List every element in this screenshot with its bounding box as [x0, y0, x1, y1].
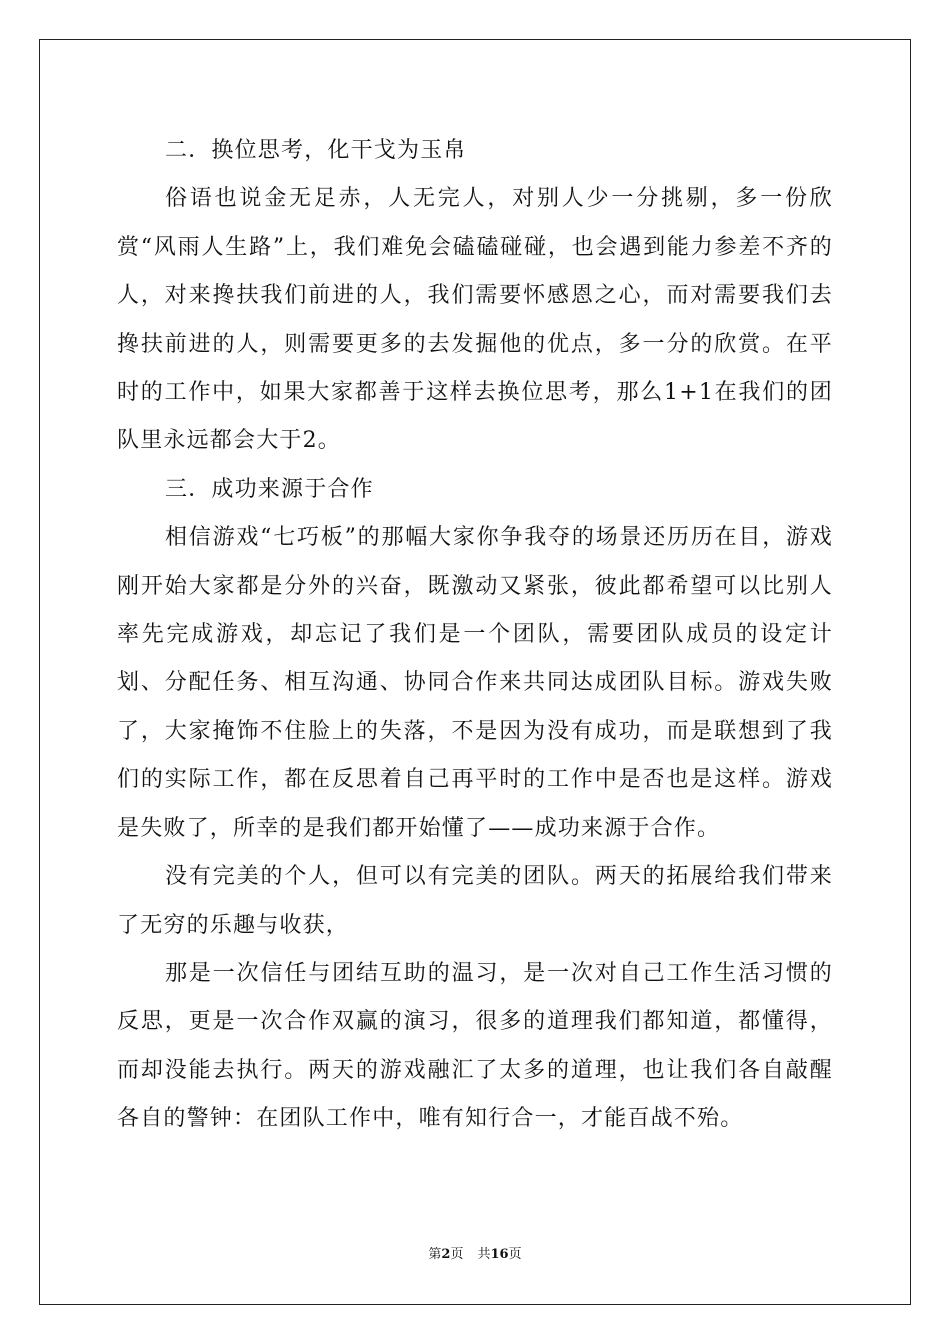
paragraph: 没有完美的个人，但可以有完美的团队。两天的拓展给我们带来了无穷的乐趣与收获， — [117, 864, 833, 938]
document-body — [117, 127, 833, 1144]
page-suffix: 页 — [450, 1247, 464, 1262]
total-prefix: 共 — [477, 1247, 491, 1262]
section-heading: 三．成功来源于合作 — [165, 476, 374, 502]
paragraph: 俗语也说金无足赤，人无完人，对别人少一分挑剔，多一份欣赏“风雨人生路”上，我们难免会磕磕碰碰，也会遇到能力参差不齐的人，对来搀扶我们前进的人，我们需要怀感恩之心，而对需要我们去搀扶前进的人，则需要更多的去发掘他的优点，多一分的欣赏。在平时的工作中，如果大家都善于这样去换位思考，那么1+1在我们的团队里永远都会大于2。 — [117, 186, 833, 454]
total-suffix: 页 — [508, 1247, 522, 1262]
section-heading: 二．换位思考，化干戈为玉帛 — [165, 138, 467, 163]
page-prefix: 第 — [428, 1247, 442, 1262]
page-total: 16 — [490, 1247, 509, 1262]
page-number: 2 — [441, 1247, 451, 1262]
paragraph: 相信游戏“七巧板”的那幅大家你争我夺的场景还历历在目，游戏刚开始大家都是分外的兴奋，既激动又紧张，彼此都希望可以比别人率先完成游戏，却忘记了我们是一个团队，需要团队成员的设定计划、分配任务、相互沟通、协同合作来共同达成团队目标。游戏失败了，大家掩饰不住脸上的失落，不是因为没有成功，而是联想到了我们的实际工作，都在反思着自己再平时的工作中是否也是这样。游戏是失败了，所幸的是我们都开始懂了——成功来源于合作。 — [117, 525, 833, 841]
paragraph: 那是一次信任与团结互助的温习，是一次对自己工作生活习惯的反思，更是一次合作双赢的演习，很多的道理我们都知道，都懂得，而却没能去执行。两天的游戏融汇了太多的道理，也让我们各自敲醒各自的警钟：在团队工作中，唯有知行合一，才能百战不殆。 — [117, 960, 833, 1132]
page-footer — [0, 1246, 950, 1264]
